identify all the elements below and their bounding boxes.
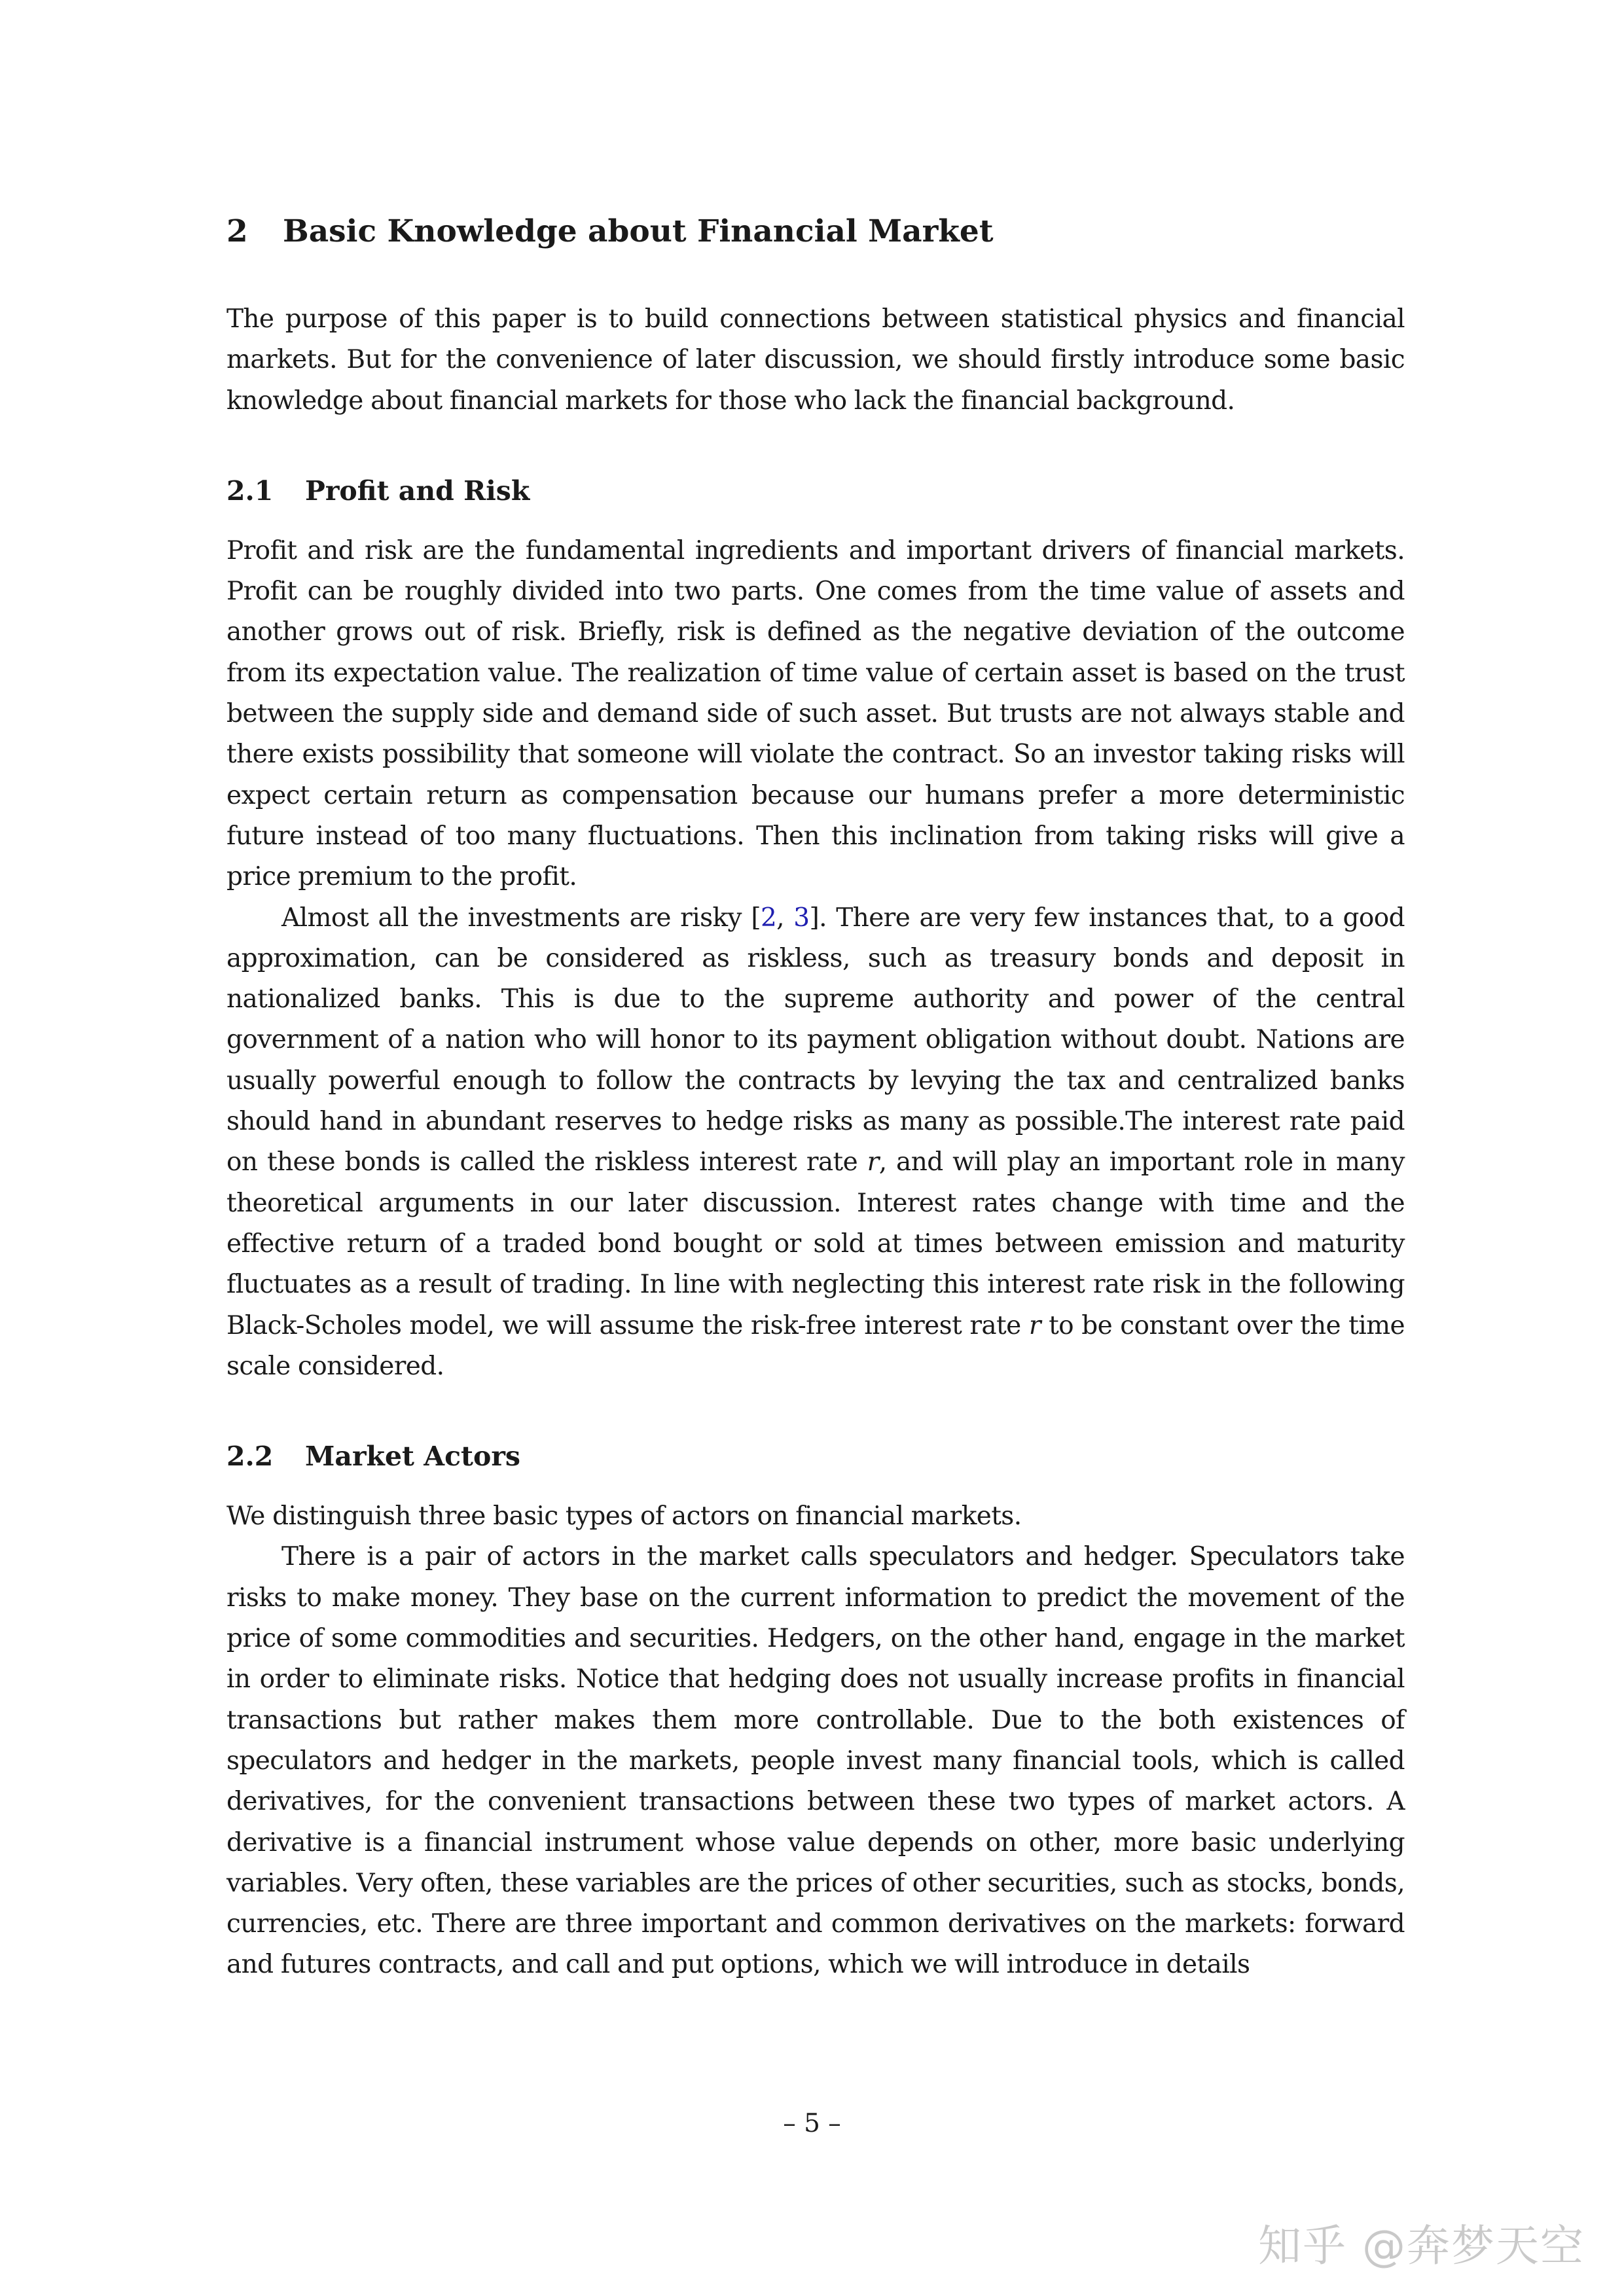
paper-page — [226, 213, 1405, 1986]
subsection-title: Market Actors — [305, 1441, 521, 1473]
subsection-number: 2.1 — [226, 475, 274, 507]
paragraph-text: Almost all the investments are risky [ — [281, 903, 761, 933]
profit-risk-paragraph-2 — [226, 898, 1405, 1388]
subsection-heading-profit-risk — [226, 475, 1405, 507]
section-title: Basic Knowledge about Financial Market — [283, 213, 994, 249]
market-actors-paragraph-1: We distinguish three basic types of actors on financial markets. — [226, 1501, 1022, 1532]
math-variable-r: r — [867, 1147, 879, 1177]
citation-separator: , — [776, 903, 794, 933]
math-variable-r: r — [1028, 1310, 1041, 1340]
paragraph-text: to be constant over the time scale considered. — [226, 1310, 1405, 1381]
citation-link-2[interactable]: 2 — [760, 903, 777, 933]
market-actors-paragraph-2: There is a pair of actors in the market calls speculators and hedger. Speculators take risks to make money. They base on the current information to predict the movement of the price of some commodities and securities. Hedgers, on the other hand, engage in the market in order to eliminate risks. Notice that hedging does not usually increase profits in financial transactions but rather makes them more controllable. Due to the both existences of speculators and hedger in the markets, people invest many financial tools, which is called derivatives, for the convenient transactions between these two types of market actors. A derivative is a financial instrument whose value depends on other, more basic underlying variables. Very often, these variables are the prices of other securities, such as stocks, bonds, currencies, etc. There are three important and common derivatives on the markets: forward and futures contracts, and call and put options, which we will introduce in details — [226, 1542, 1405, 1980]
citation-link-3[interactable]: 3 — [793, 903, 810, 933]
section-intro-paragraph: The purpose of this paper is to build connections between statistical physics and financial markets. But for the convenience of later discussion, we should firstly introduce some basic knowledge about financial markets for those who lack the financial background. — [226, 304, 1405, 416]
subsection-title: Profit and Risk — [305, 475, 530, 507]
profit-risk-paragraph-1: Profit and risk are the fundamental ingredients and important drivers of financial markets. Profit can be roughly divided into two parts. One comes from the time value of assets and another grows out of risk. Briefly, risk is defined as the negative deviation of the outcome from its expectation value. The realization of time value of certain asset is based on the trust between the supply side and demand side of such asset. But trusts are not always stable and there exists possibility that someone will violate the contract. So an investor taking risks will expect certain return as compensation because our humans prefer a more deterministic future instead of too many fluctuations. Then this inclination from taking risks will give a price premium to the profit. — [226, 535, 1405, 892]
section-heading — [226, 213, 1405, 249]
watermark: 知乎 @奔梦天空 — [1258, 2221, 1585, 2271]
subsection-heading-market-actors — [226, 1441, 1405, 1473]
page-number: – 5 – — [783, 2109, 841, 2138]
subsection-number: 2.2 — [226, 1441, 274, 1473]
paragraph-text: , and will play an important role in many theoretical arguments in our later discussion. Interest rates change with time and the effective return of a traded bond bought or sold at times between emission and maturity fluctuates as a result of trading. In line with neglecting this interest rate risk in the following Black-Scholes model, we will assume the risk-free interest rate — [226, 1147, 1405, 1340]
paragraph-text: ]. There are very few instances that, to a good approximation, can be considered as riskless, such as treasury bonds and deposit in nationalized banks. This is due to the supreme authority and power of the central government of a nation who will honor to its payment obligation without doubt. Nations are usually powerful enough to follow the contracts by levying the tax and centralized banks should hand in abundant reserves to hedge risks as many as possible.The interest rate paid on these bonds is called the riskless interest rate — [226, 903, 1405, 1177]
section-number: 2 — [226, 213, 248, 249]
